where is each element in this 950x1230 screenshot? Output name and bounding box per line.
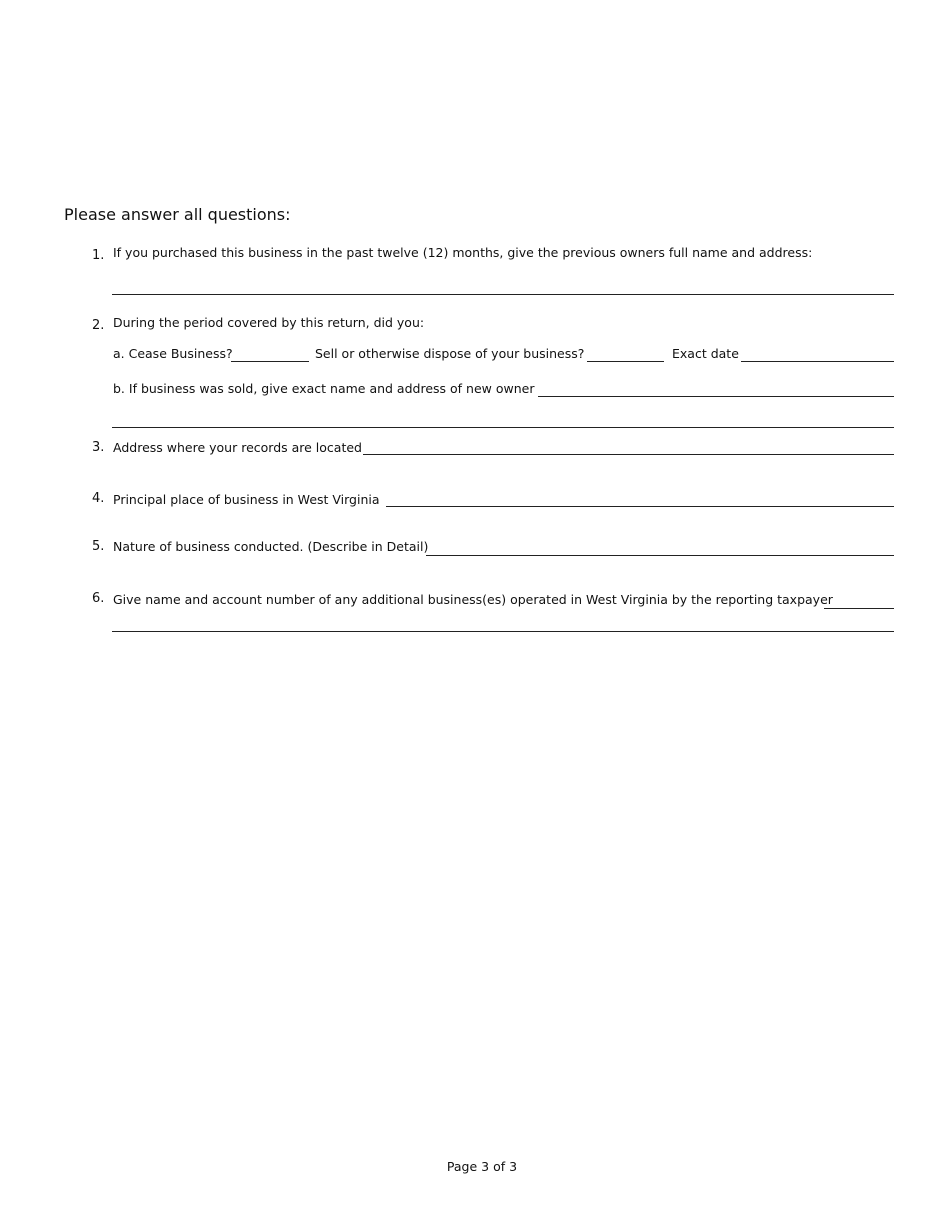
additional-business-answer-line-1[interactable]: [824, 608, 894, 609]
question-4-text: Principal place of business in West Virginia: [113, 492, 380, 507]
question-2a-date-label: Exact date: [672, 346, 739, 361]
question-2a-sell-label: Sell or otherwise dispose of your business?: [315, 346, 585, 361]
question-1-text: If you purchased this business in the past twelve (12) months, give the previous owners full name and address:: [113, 245, 813, 260]
question-1-number: 1.: [92, 248, 105, 263]
question-4-number: 4.: [92, 491, 105, 506]
question-5-number: 5.: [92, 539, 105, 554]
question-3-number: 3.: [92, 440, 105, 455]
question-2-number: 2.: [92, 318, 105, 333]
page-number: Page 3 of 3: [446, 1159, 518, 1174]
new-owner-answer-line-2[interactable]: [112, 427, 894, 428]
question-6-number: 6.: [92, 591, 105, 606]
question-3-text: Address where your records are located: [113, 440, 362, 455]
records-address-answer-line[interactable]: [363, 454, 894, 455]
sell-business-answer-line[interactable]: [587, 361, 664, 362]
cease-business-answer-line[interactable]: [231, 361, 309, 362]
principal-place-answer-line[interactable]: [386, 506, 894, 507]
page-title: Please answer all questions:: [64, 205, 291, 224]
question-2-text: During the period covered by this return, did you:: [113, 315, 425, 330]
new-owner-answer-line-1[interactable]: [538, 396, 894, 397]
question-2b-text: b. If business was sold, give exact name and address of new owner: [113, 381, 535, 396]
question-6-text: Give name and account number of any additional business(es) operated in West Virginia by the reporting taxpayer: [113, 592, 833, 607]
additional-business-answer-line-2[interactable]: [112, 631, 894, 632]
question-1-answer-line[interactable]: [112, 294, 894, 295]
question-5-text: Nature of business conducted. (Describe in Detail): [113, 539, 429, 554]
exact-date-answer-line[interactable]: [741, 361, 894, 362]
nature-of-business-answer-line[interactable]: [426, 555, 894, 556]
question-2a-cease-label: a. Cease Business?: [113, 346, 233, 361]
